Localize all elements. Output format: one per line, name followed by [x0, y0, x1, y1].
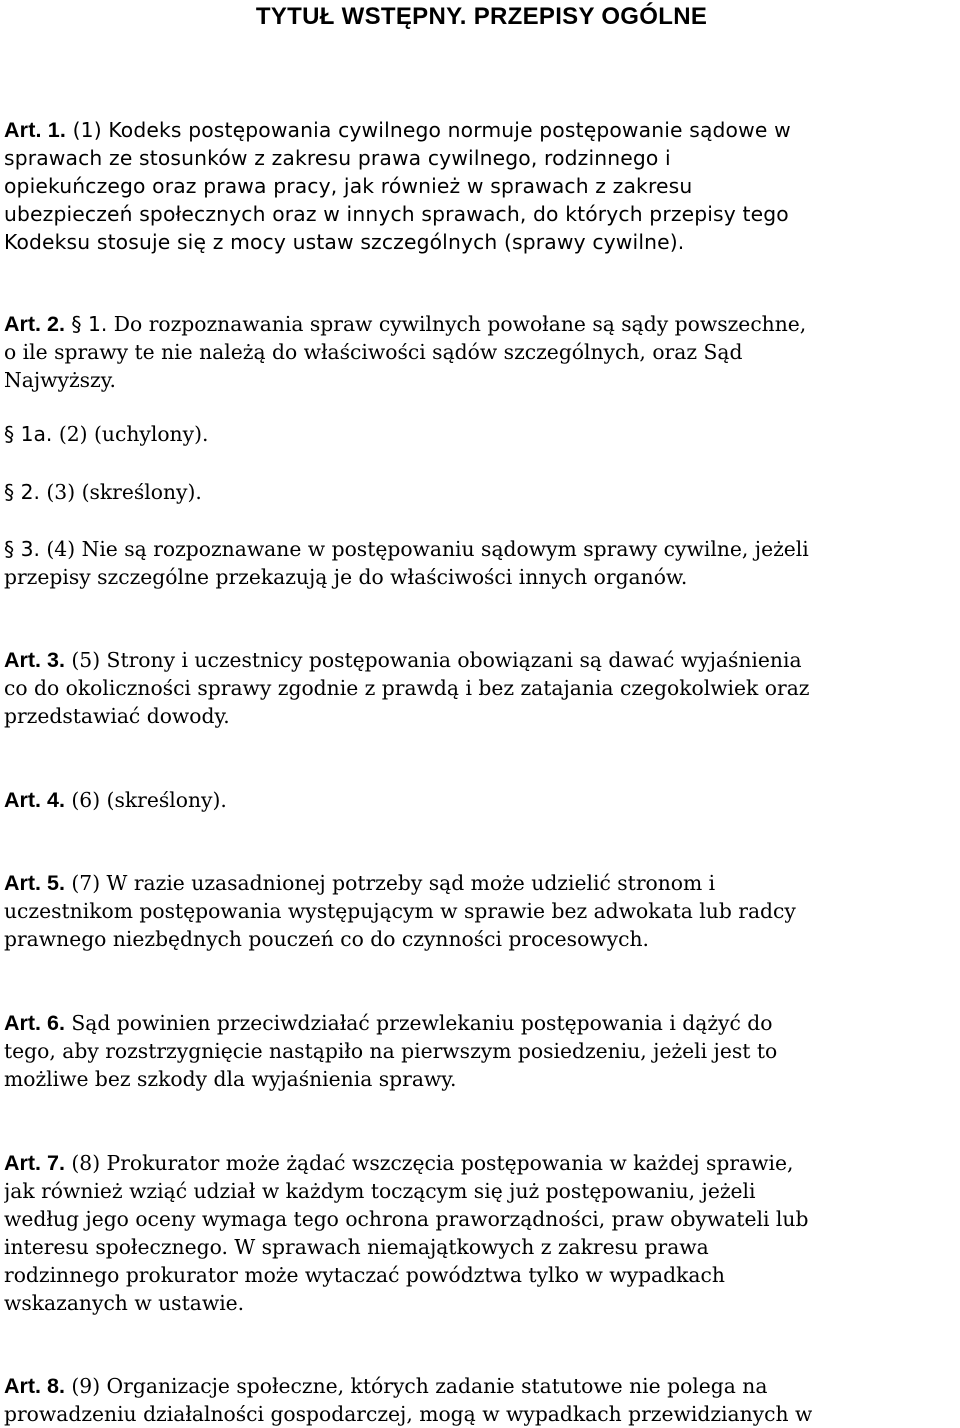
- article-6: [4, 1009, 777, 1093]
- article-8: [4, 1372, 812, 1428]
- article-text-line: sprawach ze stosunków z zakresu prawa cywilnego, rodzinnego i: [4, 146, 671, 170]
- article-2-paragraph-1a: [4, 420, 208, 448]
- article-text-line: (5) Strony i uczestnicy postępowania obowiązani są dawać wyjaśnienia: [64, 648, 802, 672]
- article-text-line: wskazanych w ustawie.: [4, 1291, 245, 1315]
- article-label: Art. 4.: [4, 788, 65, 812]
- article-text-line: (3) (skreślony).: [39, 480, 202, 504]
- section-paragraph-3: § 3.: [4, 537, 40, 561]
- article-text-line: tego, aby rozstrzygnięcie nastąpiło na pierwszym posiedzeniu, jeżeli jest to: [4, 1039, 778, 1063]
- article-label: Art. 8.: [4, 1374, 65, 1398]
- article-label: Art. 3.: [4, 648, 65, 672]
- article-5: [4, 869, 796, 953]
- article-text-line: co do okoliczności sprawy zgodnie z prawdą i bez zatajania czegokolwiek oraz: [4, 676, 810, 700]
- article-text-line: opiekuńczego oraz prawa pracy, jak również w sprawach z zakresu: [4, 174, 693, 198]
- article-text-line: Najwyższy.: [4, 368, 116, 392]
- article-text-line: (4) Nie są rozpoznawane w postępowaniu sądowym sprawy cywilne, jeżeli: [39, 537, 809, 561]
- article-2-paragraph-3: [4, 535, 809, 591]
- article-text-line: Kodeksu stosuje się z mocy ustaw szczególnych (sprawy cywilne).: [4, 230, 685, 254]
- article-3: [4, 646, 809, 730]
- article-text-line: prawnego niezbędnych pouczeń co do czynności procesowych.: [4, 927, 649, 951]
- article-text-line: (6) (skreślony).: [64, 788, 227, 812]
- section-paragraph-2: § 2.: [4, 480, 40, 504]
- article-text-line: Do rozpoznawania spraw cywilnych powołane są sądy powszechne,: [107, 312, 807, 336]
- article-label: Art. 5.: [4, 871, 65, 895]
- section-paragraph-1: § 1.: [71, 312, 108, 336]
- article-text-line: ubezpieczeń społecznych oraz w innych sprawach, do których przepisy tego: [4, 202, 789, 226]
- section-paragraph-1a: § 1a.: [4, 422, 53, 446]
- article-label: Art. 7.: [4, 1151, 65, 1175]
- article-text-line: przepisy szczególne przekazują je do właściwości innych organów.: [4, 565, 688, 589]
- article-2: [4, 310, 806, 394]
- article-text-line: prowadzeniu działalności gospodarczej, mogą w wypadkach przewidzianych w: [4, 1402, 813, 1426]
- article-1: [4, 116, 791, 256]
- article-text-line: przedstawiać dowody.: [4, 704, 230, 728]
- article-2-paragraph-2: [4, 478, 202, 506]
- article-label: Art. 1.: [4, 118, 66, 142]
- article-7: [4, 1149, 808, 1317]
- document-title: TYTUŁ WSTĘPNY. PRZEPISY OGÓLNE: [255, 3, 708, 30]
- article-text-line: interesu społecznego. W sprawach niemajątkowych z zakresu prawa: [4, 1235, 709, 1259]
- article-4: [4, 786, 227, 814]
- article-text-line: według jego oceny wymaga tego ochrona praworządności, praw obywateli lub: [4, 1207, 809, 1231]
- article-text-line: (1) Kodeks postępowania cywilnego normuje postępowanie sądowe w: [65, 118, 791, 142]
- article-text-line: o ile sprawy te nie należą do właściwości sądów szczególnych, oraz Sąd: [4, 340, 743, 364]
- article-text-line: rodzinnego prokurator może wytaczać powództwa tylko w wypadkach: [4, 1263, 725, 1287]
- article-label: Art. 2.: [4, 312, 65, 336]
- article-text-line: Sąd powinien przeciwdziałać przewlekaniu postępowania i dążyć do: [64, 1011, 773, 1035]
- article-text-line: (9) Organizacje społeczne, których zadanie statutowe nie polega na: [64, 1374, 768, 1398]
- article-text-line: możliwe bez szkody dla wyjaśnienia sprawy.: [4, 1067, 457, 1091]
- article-text-line: (7) W razie uzasadnionej potrzeby sąd może udzielić stronom i: [64, 871, 716, 895]
- article-text-line: uczestnikom postępowania występującym w sprawie bez adwokata lub radcy: [4, 899, 796, 923]
- article-text-line: jak również wziąć udział w każdym toczącym się już postępowaniu, jeżeli: [4, 1179, 756, 1203]
- article-label: Art. 6.: [4, 1011, 65, 1035]
- article-text-line: (8) Prokurator może żądać wszczęcia postępowania w każdej sprawie,: [64, 1151, 794, 1175]
- document-page: [4, 0, 959, 1426]
- article-text-line: (2) (uchylony).: [52, 422, 209, 446]
